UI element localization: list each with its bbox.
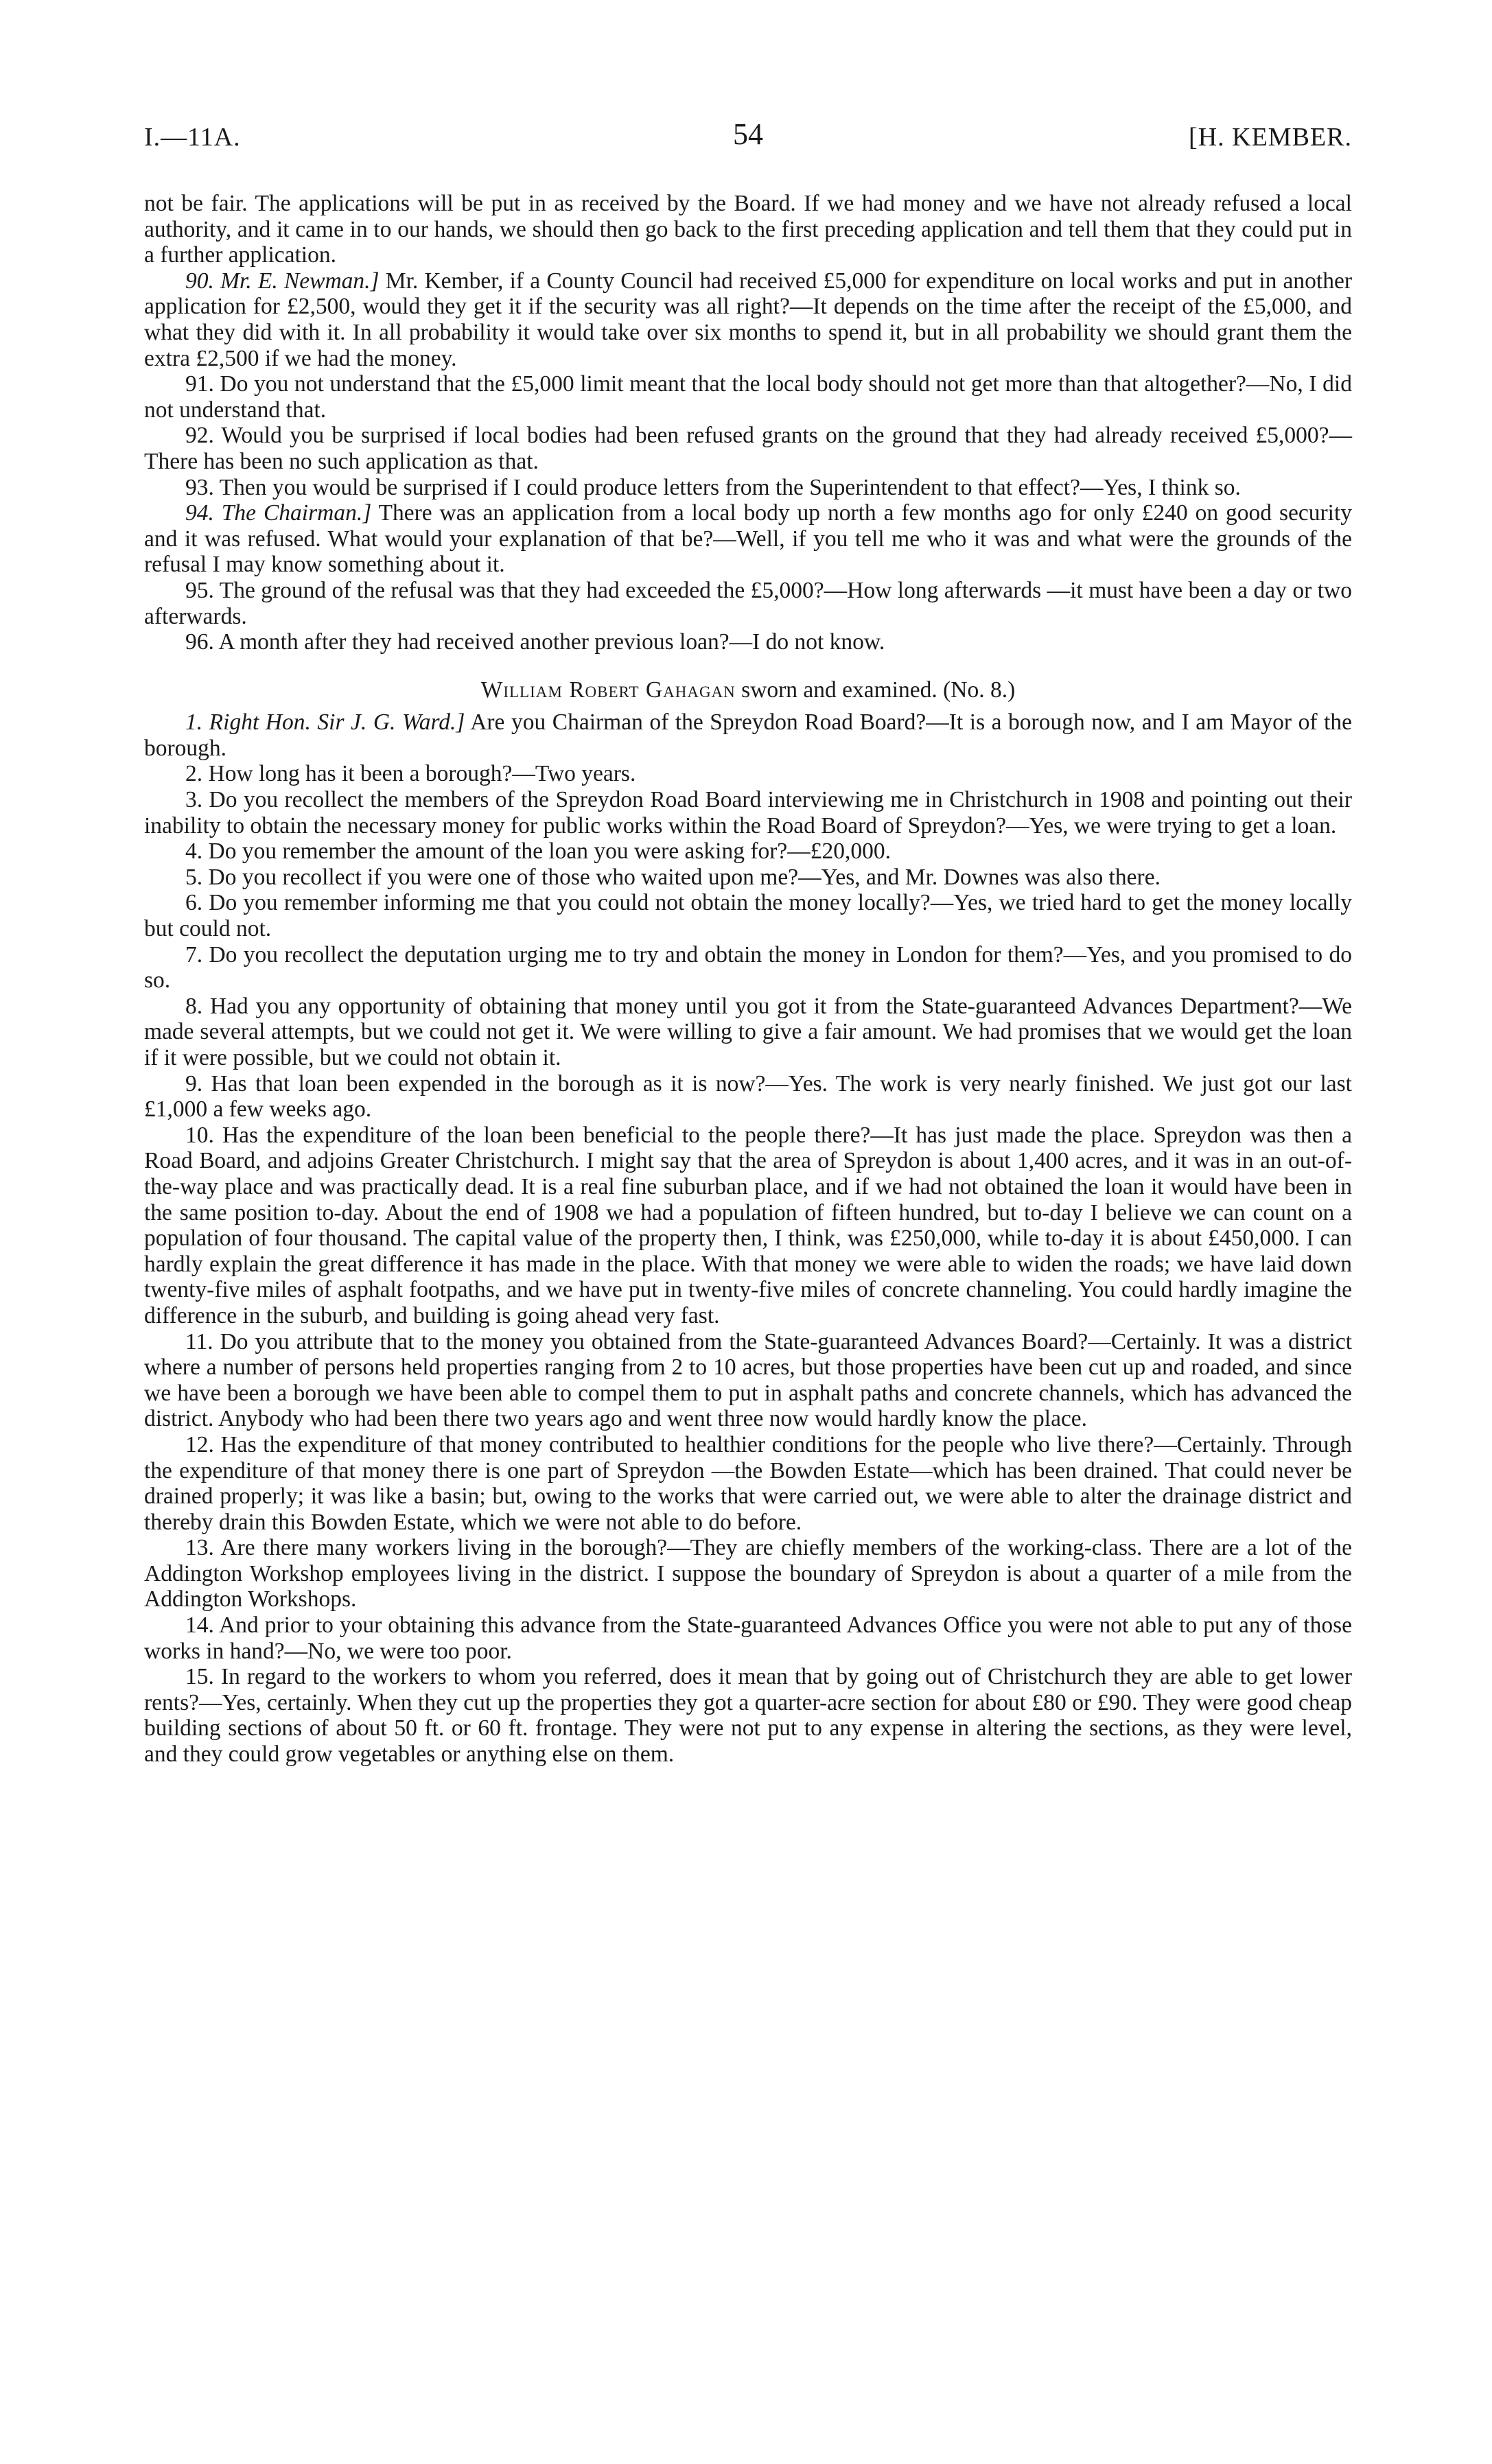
paragraph-text: 93. Then you would be surprised if I could produce letters from the Superintendent to that effect?—Yes, I think so.: [185, 474, 1241, 500]
witness-reference: [H. KEMBER.: [1189, 123, 1352, 152]
paragraph-text: 5. Do you recollect if you were one of those who waited upon me?—Yes, and Mr. Downes was also there.: [185, 864, 1161, 890]
paragraph-text: 96. A month after they had received another previous loan?—I do not know.: [185, 629, 885, 655]
testimony-paragraph: [144, 709, 1352, 761]
paragraph-text: There was an application from a local body up north a few months ago for only £240 on good security and it was refused. What would your explanation of that be?—Well, if you tell me who it was and what were the grounds of the refusal I may know something about it.: [144, 500, 1352, 578]
paragraph-text: 10. Has the expenditure of the loan been beneficial to the people there?—It has just made the place. Spreydon was then a Road Board, and adjoins Greater Christchurch. I might say that the area of Spreydon is about 1,400 acres, and it was in an out-of-the-way place and was practically dead. It is a real fine suburban place, and if we had not obtained the loan it would have been in the same position to-day. About the end of 1908 we had a population of fifteen hundred, but to-day I believe we can count on a population of four thousand. The capital value of the property then, I think, was £250,000, while to-day it is about £450,000. I can hardly explain the great difference it has made in the place. With that money we were able to widen the roads; we have laid down twenty-five miles of asphalt footpaths, and we have put in twenty-five miles of concrete channeling. You could hardly imagine the difference in the suburb, and building is going ahead very fast.: [144, 1122, 1352, 1328]
testimony-paragraph: [144, 629, 1352, 655]
paragraph-text: 95. The ground of the refusal was that they had exceeded the £5,000?—How long afterwards —it must have been a day or two afterwards.: [144, 577, 1352, 629]
document-body: [144, 191, 1352, 1768]
paragraph-text: 7. Do you recollect the deputation urging me to try and obtain the money in London for them?—Yes, and you promised to do so.: [144, 941, 1352, 994]
testimony-paragraph: [144, 761, 1352, 787]
testimony-paragraph: [144, 787, 1352, 838]
paragraph-text: 2. How long has it been a borough?—Two years.: [185, 761, 636, 787]
testimony-paragraph: [144, 578, 1352, 629]
paragraph-text: Are you Chairman of the Spreydon Road Board?—It is a borough now, and I am Mayor of the borough.: [144, 709, 1353, 761]
speaker-label: 94. The Chairman.]: [185, 500, 372, 526]
running-header: [144, 117, 1352, 165]
paragraph-text: 13. Are there many workers living in the borough?—They are chiefly members of the working-class. There are a lot of the Addington Workshop employees living in the district. I suppose the boundary of Spreydon is about a quarter of a mile from the Addington Workshops.: [144, 1535, 1352, 1612]
paragraph-text: 91. Do you not understand that the £5,000 limit meant that the local body should not get more than that altogether?—No, I did not understand that.: [144, 371, 1352, 423]
paragraph-text: Mr. Kember, if a County Council had received £5,000 for expenditure on local works and put in another application for £2,500, would they get it if the security was all right?—It depends on the time after the receipt of the £5,000, and what they did with it. In all probability it would take over six months to spend it, but in all probability we should grant them the extra £2,500 if we had the money.: [144, 268, 1352, 371]
paragraph-text: 14. And prior to your obtaining this advance from the State-guaranteed Advances Office you were not able to put any of those works in hand?—No, we were too poor.: [144, 1612, 1352, 1664]
speaker-label: 90. Mr. E. Newman.]: [185, 268, 380, 294]
testimony-paragraph: [144, 268, 1352, 371]
testimony-paragraph: [144, 1612, 1352, 1664]
testimony-paragraph: [144, 191, 1352, 268]
testimony-paragraph: [144, 1329, 1352, 1432]
paragraph-text: 6. Do you remember informing me that you could not obtain the money locally?—Yes, we tried hard to get the money locally but could not.: [144, 890, 1352, 942]
testimony-paragraph: [144, 1071, 1352, 1123]
testimony-paragraph: [144, 865, 1352, 891]
witness-name: William Robert Gahagan: [480, 677, 736, 703]
paragraph-text: 12. Has the expenditure of that money contributed to healthier conditions for the people who live there?—Certainly. Through the expenditure of that money there is one part of Spreydon —the Bowden Estate—which has been drained. That could never be drained properly; it was like a basin; but, owing to the works that were carried out, we were able to alter the drainage district and thereby drain this Bowden Estate, which we were not able to do before.: [144, 1431, 1352, 1535]
speaker-label: 1. Right Hon. Sir J. G. Ward.]: [185, 709, 465, 736]
testimony-paragraph: [144, 475, 1352, 501]
testimony-paragraph: [144, 942, 1352, 994]
paper-reference: I.—11A.: [144, 123, 241, 152]
paragraph-text: 4. Do you remember the amount of the loan you were asking for?—£20,000.: [185, 838, 891, 865]
testimony-paragraph: [144, 1123, 1352, 1329]
paragraph-text: 15. In regard to the workers to whom you referred, does it mean that by going out of Christchurch they are able to get lower rents?—Yes, certainly. When they cut up the properties they got a quarter-acre section for about £80 or £90. They were good cheap building sections of about 50 ft. or 60 ft. frontage. They were not put to any expense in altering the sections, as they were level, and they could grow vegetables or anything else on them.: [144, 1664, 1352, 1768]
paragraph-text: 9. Has that loan been expended in the borough as it is now?—Yes. The work is very nearly finished. We just got our last £1,000 a few weeks ago.: [144, 1070, 1352, 1123]
document-page: [144, 117, 1352, 1768]
testimony-paragraph: [144, 838, 1352, 865]
testimony-paragraph: [144, 994, 1352, 1071]
testimony-paragraph: [144, 1535, 1352, 1612]
page-number: 54: [733, 117, 763, 151]
paragraph-text: 8. Had you any opportunity of obtaining that money until you got it from the State-guaranteed Advances Department?—We made several attempts, but we could not get it. We were willing to give a fair amount. We had promises that we would get the loan if it were possible, but we could not obtain it.: [144, 993, 1352, 1070]
testimony-paragraph: [144, 500, 1352, 578]
testimony-paragraph: [144, 423, 1352, 474]
testimony-part-one: [144, 191, 1352, 655]
testimony-part-two: [144, 709, 1352, 1767]
paragraph-text: 92. Would you be surprised if local bodies had been refused grants on the ground that they had already received £5,000?—There has been no such application as that.: [144, 423, 1352, 474]
paragraph-text: 3. Do you recollect the members of the Spreydon Road Board interviewing me in Christchurch in 1908 and pointing out their inability to obtain the necessary money for public works within the Road Board of Spreydon?—Yes, we were trying to get a loan.: [144, 787, 1352, 838]
testimony-paragraph: [144, 890, 1352, 941]
paragraph-text: not be fair. The applications will be put in as received by the Board. If we had money and we have not already refused a local authority, and it came in to our hands, we should then go back to the first preceding application and tell them that they could put in a further application.: [144, 191, 1352, 268]
paragraph-text: 11. Do you attribute that to the money you obtained from the State-guaranteed Advances Board?—Certainly. It was a district where a number of persons held properties ranging from 2 to 10 acres, but those properties have been cut up and roaded, and since we have been a borough we have been able to compel them to put in asphalt paths and concrete channels, which has advanced the district. Anybody who had been there two years ago and went three now would hardly know the place.: [144, 1328, 1352, 1432]
testimony-paragraph: [144, 1432, 1352, 1535]
witness-heading-suffix: sworn and examined. (No. 8.): [741, 677, 1016, 703]
testimony-paragraph: [144, 371, 1352, 423]
witness-heading: [144, 677, 1352, 703]
testimony-paragraph: [144, 1664, 1352, 1767]
